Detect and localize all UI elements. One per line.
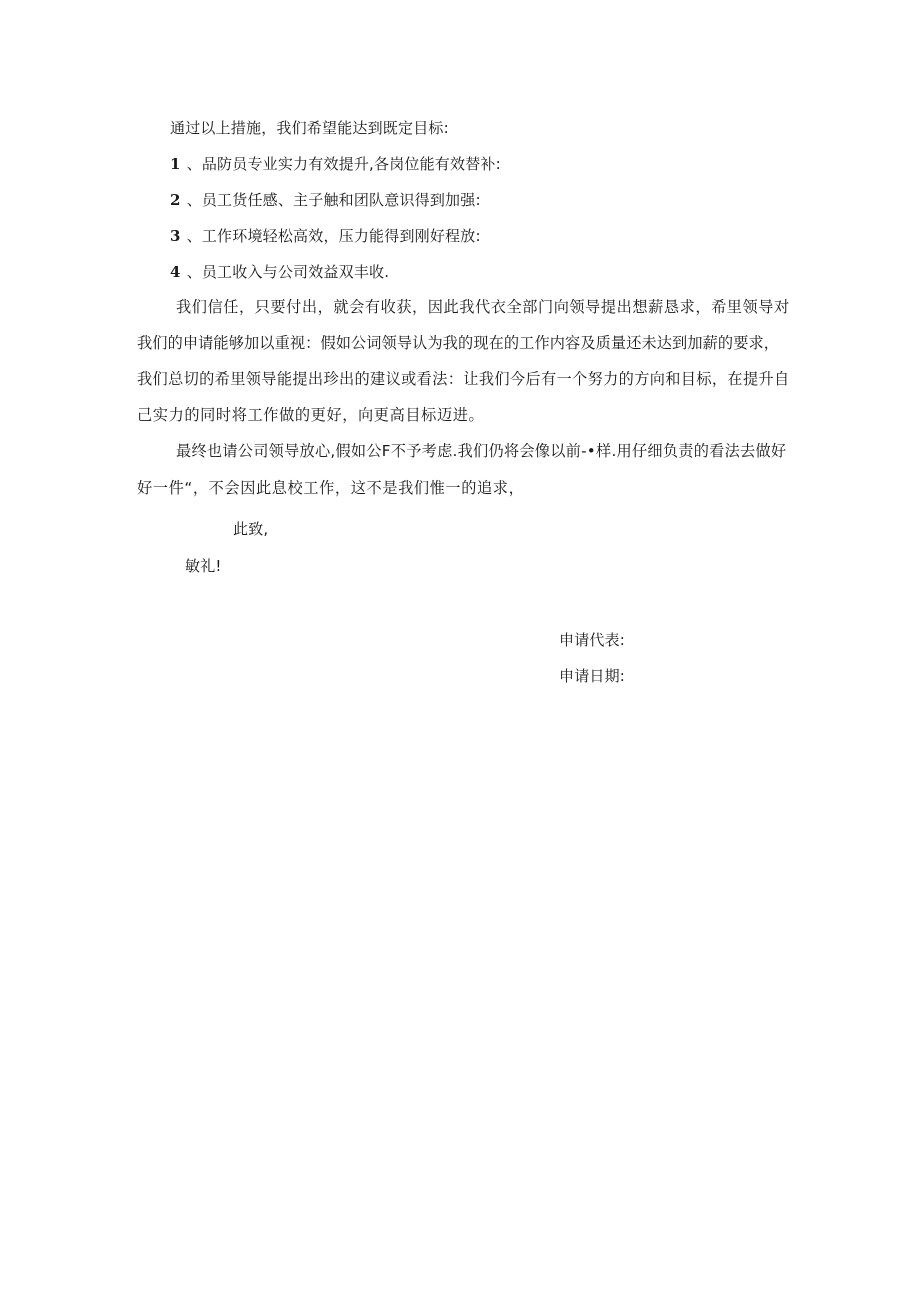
goal-item-2 [170,189,481,211]
closing-regards: 敏礼! [185,557,222,575]
closing-salutation: 此致, [233,520,269,538]
paragraph2-line: 最终也请公司领导放心,假如公F不予考虑.我们仍将会像以前-•样.用仔细负责的看法去做好 [176,442,787,460]
goal-item-4 [170,261,389,283]
paragraph1-line: 我们的申请能够加以重视：假如公词领导认为我的现在的工作内容及质量还未达到加薪的要求， [137,334,780,352]
paragraph2-line: 好一件“，不会因此息校工作，这不是我们惟一的追求， [137,479,525,497]
goal-text: 、员工货任感、主子触和团队意识得到加强: [186,191,481,209]
signature-date: 申请日期: [559,667,626,685]
paragraph1-line: 我们信任，只要付出，就会有收获，因此我代衣全部门向领导提出想薪恳求，希里领导对 [176,298,790,316]
goal-item-3 [170,225,481,247]
goal-number: 4 [170,263,181,281]
goal-number: 2 [170,191,181,209]
goal-number: 1 [170,155,181,173]
paragraph1-line: 己实力的同时将工作做的更好，向更高目标迈进。 [137,406,485,424]
paragraph1-line: 我们总切的希里领导能提出珍出的建议或看法：让我们今后有一个努力的方向和目标，在提升自 [137,370,790,388]
goal-number: 3 [170,227,181,245]
goal-text: 、工作环境轻松高效，压力能得到刚好程放: [186,227,481,245]
signature-representative: 申请代表: [559,631,626,649]
goal-text: 、品防员专业实力有效提升,各岗位能有效替补: [186,155,501,173]
intro-line: 通过以上措施，我们希望能达到既定目标: [170,119,449,137]
goal-item-1 [170,153,501,175]
goal-text: 、员工收入与公司效益双丰收. [186,263,390,281]
